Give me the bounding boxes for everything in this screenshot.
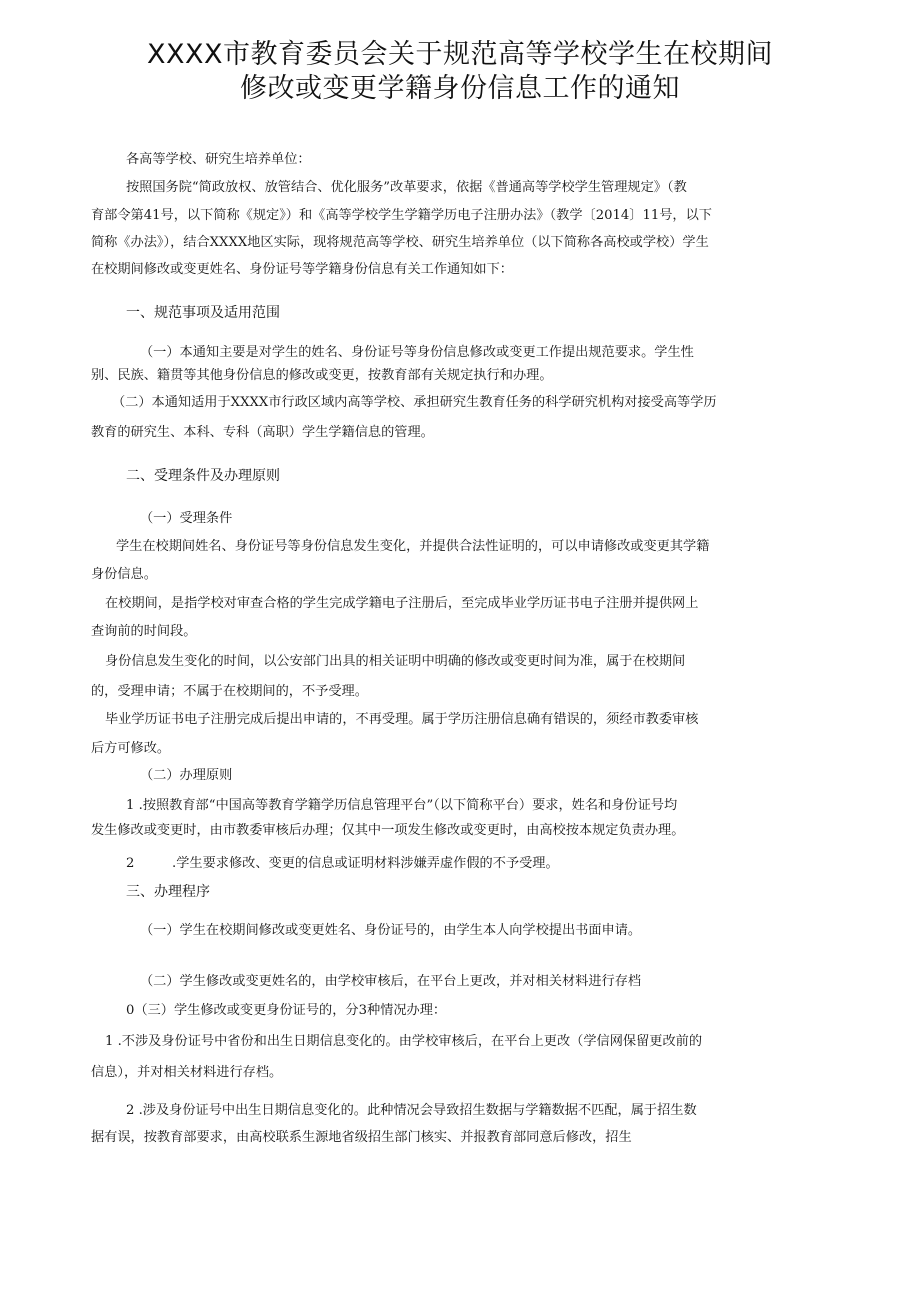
intro-line-3: 简称《办法》），结合XXXX地区实际，现将规范高等学校、研究生培养单位（以下简称各高校或学校）学生: [91, 235, 709, 250]
section-3-p4-line-2: 信息），并对相关材料进行存档。: [91, 1065, 283, 1080]
salutation: 各高等学校、研究生培养单位：: [126, 152, 311, 167]
section-3-p5-line-2: 据有误，按教育部要求，由高校联系生源地省级招生部门核实、并报教育部同意后修改，招生: [91, 1130, 632, 1145]
document-title-line-1: XXXX市教育委员会关于规范高等学校学生在校期间: [147, 39, 773, 70]
section-1-heading: 一、规范事项及适用范围: [126, 305, 280, 321]
intro-line-4: 在校期间修改或变更姓名、身份证号等学籍身份信息有关工作通知如下：: [91, 262, 513, 277]
section-3-p5-line-1: 2 .涉及身份证号中出生日期信息变化的。此种情况会导致招生数据与学籍数据不匹配，属于招生数: [126, 1103, 697, 1118]
section-3-p4-line-1: 1 .不涉及身份证号中省份和出生日期信息变化的。由学校审核后，在平台上更改（学信网保留更改前的: [105, 1034, 703, 1049]
section-1-p2-line-2: 教育的研究生、本科、专科（高职）学生学籍信息的管理。: [91, 425, 434, 440]
section-2-subheading-1: （一）受理条件: [140, 511, 233, 526]
section-1-p1-line-2: 别、民族、籍贯等其他身份信息的修改或变更，按教育部有关规定执行和办理。: [91, 368, 553, 383]
document-title-line-2: 修改或变更学籍身份信息工作的通知: [240, 73, 680, 104]
section-2-p2-line-1: 在校期间，是指学校对审查合格的学生完成学籍电子注册后，至完成毕业学历证书电子注册并提供网上: [105, 596, 699, 611]
section-2-p1-line-2: 身份信息。: [91, 567, 157, 582]
section-2-p6-text: .学生要求修改、变更的信息或证明材料涉嫌弄虚作假的不予受理。: [172, 856, 559, 871]
section-2-heading: 二、受理条件及办理原则: [126, 468, 280, 484]
section-1-p2-line-1: （二）本通知适用于XXXX市行政区域内高等学校、承担研究生教育任务的科学研究机构对接受高等学历: [112, 395, 717, 410]
section-2-p2-line-2: 查询前的时间段。: [91, 624, 197, 639]
section-2-p6-number: 2: [126, 856, 135, 871]
section-2-p4-line-2: 后方可修改。: [91, 741, 171, 756]
section-2-p1-line-1: 学生在校期间姓名、身份证号等身份信息发生变化，并提供合法性证明的，可以申请修改或变更其学籍: [116, 539, 710, 554]
section-2-p3-line-2: 的，受理申请；不属于在校期间的，不予受理。: [91, 684, 368, 699]
section-2-p5-line-2: 发生修改或变更时，由市教委审核后办理；仅其中一项发生修改或变更时，由高校按本规定负责办理。: [91, 823, 685, 838]
intro-line-1: 按照国务院“简政放权、放管结合、优化服务”改革要求，依据《普通高等学校学生管理规定》（教: [126, 180, 687, 195]
section-2-subheading-2: （二）办理原则: [140, 768, 233, 783]
section-1-p1-line-1: （一）本通知主要是对学生的姓名、身份证号等身份信息修改或变更工作提出规范要求。学生性: [140, 345, 694, 360]
section-3-heading: 三、办理程序: [126, 884, 210, 900]
section-3-p1: （一）学生在校期间修改或变更姓名、身份证号的，由学生本人向学校提出书面申请。: [140, 923, 642, 938]
section-3-p3: 0（三）学生修改或变更身份证号的，分3种情况办理：: [126, 1003, 447, 1018]
section-2-p3-line-1: 身份信息发生变化的时间，以公安部门出具的相关证明中明确的修改或变更时间为准，属于在校期间: [105, 654, 686, 669]
section-2-p5-line-1: 1 .按照教育部“中国高等教育学籍学历信息管理平台”（以下简称平台）要求，姓名和身份证号均: [126, 798, 678, 813]
section-3-p2: （二）学生修改或变更姓名的，由学校审核后，在平台上更改，并对相关材料进行存档: [140, 974, 642, 989]
section-2-p4-line-1: 毕业学历证书电子注册完成后提出申请的，不再受理。属于学历注册信息确有错误的，须经市教委审核: [105, 712, 699, 727]
intro-line-2: 育部令第41号，以下简称《规定》）和《高等学校学生学籍学历电子注册办法》（教学〔2014〕11号，以下: [91, 208, 712, 223]
